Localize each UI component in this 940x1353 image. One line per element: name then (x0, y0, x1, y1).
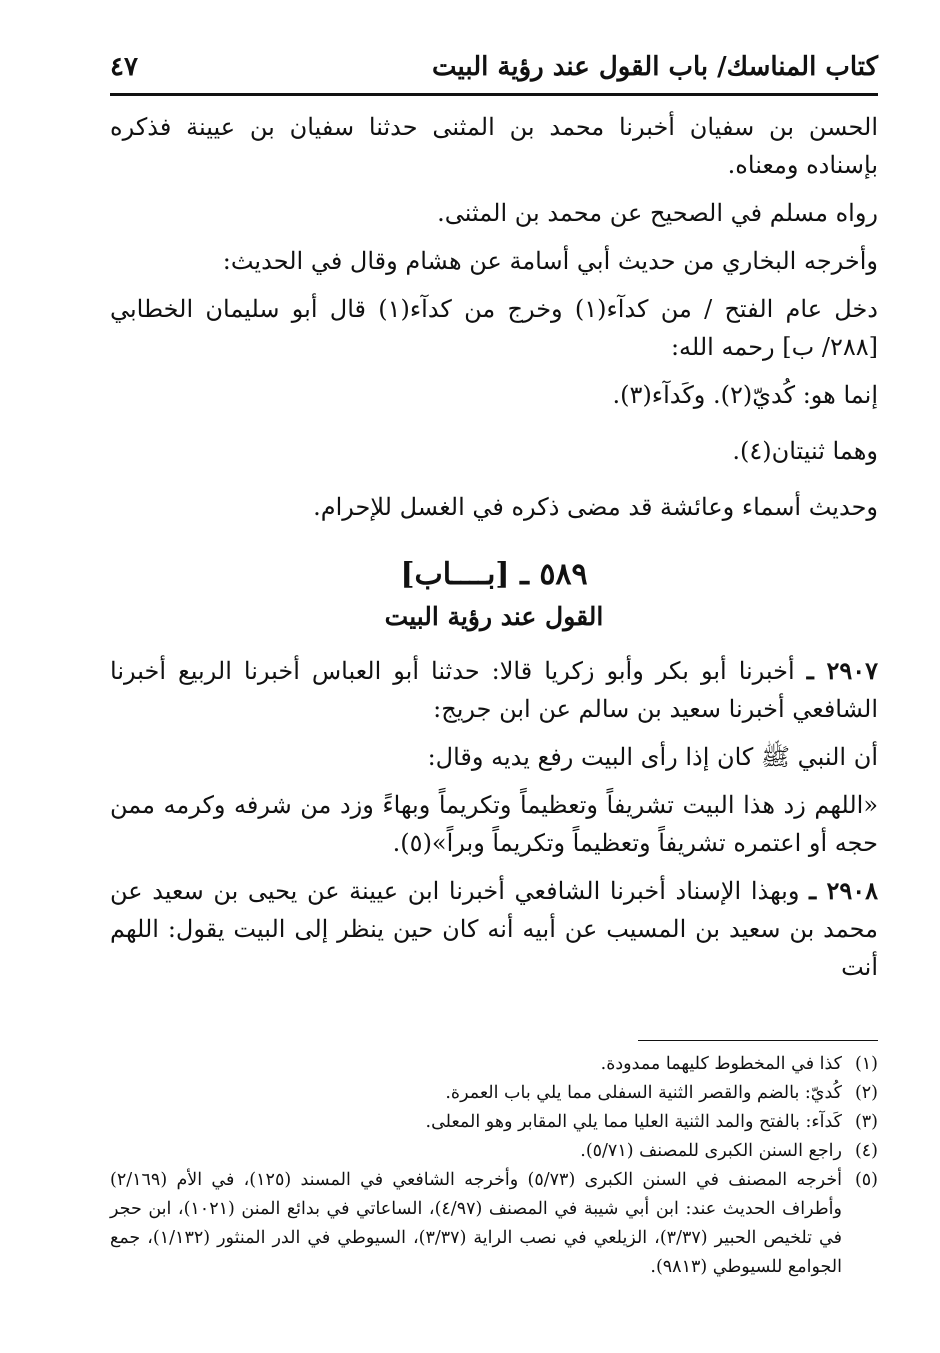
paragraph-thaniyatan: وهما ثنيتان(٤). (732, 437, 878, 465)
paragraph-isnad: الحسن بن سفيان أخبرنا محمد بن المثنى حدثنا سفيان بن عيينة فذكره بإسناده ومعناه. (110, 113, 878, 179)
footnote (110, 1108, 878, 1137)
footnote-text: كذا في المخطوط كليهما ممدودة. (600, 1054, 842, 1074)
page-number: ٤٧ (110, 52, 138, 82)
footnote (110, 1137, 878, 1166)
footnote-text: راجع السنن الكبرى للمصنف (٥/٧١). (580, 1141, 842, 1161)
footnote-number: (٥) (854, 1170, 878, 1190)
footnote-text: كَدآء: بالفتح والمد الثنية العليا مما يلي المقابر وهو المعلى. (425, 1112, 842, 1132)
hadith-number: ٢٩٠٧ ـ (806, 656, 879, 685)
hadith-2907-matn: أن النبي ﷺ كان إذا رأى البيت رفع يديه وقال: (427, 743, 878, 771)
footnote (110, 1166, 878, 1282)
footnote (110, 1050, 878, 1079)
paragraph-kadaa: دخل عام الفتح / من كدآء(١) وخرج من كدآء(١) قال أبو سليمان الخطابي [٢٨٨/ ب] رحمه الله: (110, 295, 878, 361)
hadith-2908 (110, 872, 878, 986)
paragraph-asma-aisha: وحديث أسماء وعائشة قد مضى ذكره في الغسل للإحرام. (313, 493, 878, 521)
footnote-number: (٣) (854, 1112, 878, 1132)
main-text (110, 108, 878, 996)
footnotes (110, 1050, 878, 1282)
hadith-text: أخبرنا أبو بكر وأبو زكريا قالا: حدثنا أبو العباس أخبرنا الربيع أخبرنا الشافعي أخبرنا سعيد بن سالم عن ابن جريج: (110, 657, 878, 723)
chapter-heading: ٥٨٩ ـ [بــــاب] (400, 557, 588, 592)
footnote (110, 1079, 878, 1108)
page-header (110, 44, 878, 96)
hadith-number: ٢٩٠٨ ـ (809, 876, 879, 905)
footnote-number: (٤) (854, 1141, 878, 1161)
hadith-2907-dua: «اللهم زد هذا البيت تشريفاً وتعظيماً وتكريماً وبهاءً وزد من شرفه وكرمه ممن حجه أو اعتمره تشريفاً وتعظيماً وتكريماً وبراً»(٥). (110, 791, 878, 857)
chapter-subtitle: القول عند رؤية البيت (384, 602, 604, 631)
hadith-text: وبهذا الإسناد أخبرنا الشافعي أخبرنا ابن عيينة عن يحيى بن سعيد عن محمد بن سعيد بن المسيب عن أبيه أنه كان حين ينظر إلى البيت يقول: اللهم أنت (110, 877, 878, 981)
footnote-number: (١) (854, 1054, 878, 1074)
paragraph-muslim: رواه مسلم في الصحيح عن محمد بن المثنى. (437, 199, 878, 227)
footnote-number: (٢) (854, 1083, 878, 1103)
hadith-2907 (110, 652, 878, 728)
paragraph-khattabi: إنما هو: كُديّ(٢). وكَدآء(٣). (612, 381, 878, 409)
running-title: كتاب المناسك/ باب القول عند رؤية البيت (432, 52, 878, 82)
footnote-text: أخرجه المصنف في السنن الكبرى (٥/٧٣) وأخرجه الشافعي في المسند (١٢٥)، في الأم (٢/١٦٩) وأطراف الحديث عند: ابن أبي شيبة في المصنف (٤/٩٧)، الساعاتي في بدائع المنن (١٠٢١)، ابن حجر في تلخيص الحبير (٣/٣٧)، الزيلعي في نصب الراية (٣/٣٧)، السيوطي في الدر المنثور (١/١٣٢)، جمع الجوامع للسيوطي (٩٨١٣). (110, 1170, 843, 1277)
header-divider (110, 93, 878, 96)
paragraph-bukhari: وأخرجه البخاري من حديث أبي أسامة عن هشام وقال في الحديث: (222, 247, 878, 275)
footnote-divider (638, 1040, 878, 1041)
footnote-text: كُديّ: بالضم والقصر الثنية السفلى مما يلي باب العمرة. (445, 1083, 842, 1103)
